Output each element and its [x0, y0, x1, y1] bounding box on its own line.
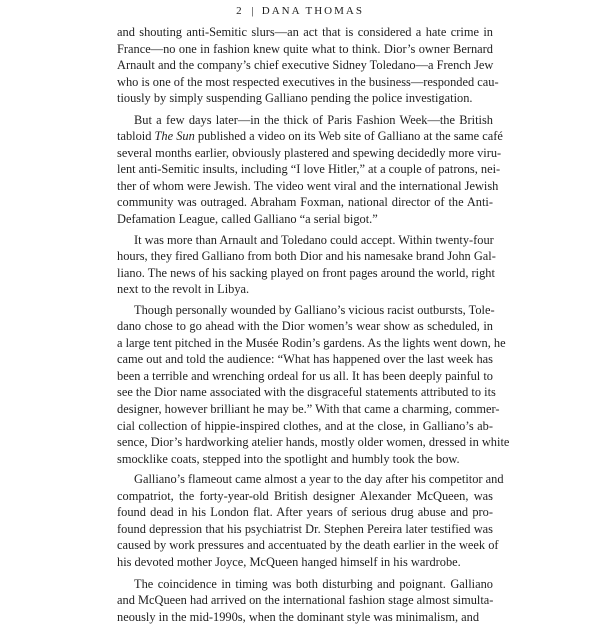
- text-line: next to the revolt in Libya.: [117, 281, 493, 298]
- text-line: Arnault and the company’s chief executive Sidney Toledano—a French Jew: [117, 57, 493, 74]
- paragraph: [117, 471, 493, 570]
- running-head: [0, 5, 600, 17]
- text-line: hours, they fired Galliano from both Dior and his namesake brand John Gal-: [117, 248, 493, 265]
- text-line: The coincidence in timing was both disturbing and poignant. Galliano: [117, 576, 493, 593]
- author-name: DANA THOMAS: [262, 5, 364, 17]
- text-line: caused by work pressures and accentuated by the death earlier in the week of: [117, 537, 493, 554]
- body-text: [117, 24, 493, 625]
- paragraph: [117, 112, 493, 228]
- paragraph: [117, 232, 493, 298]
- text-line: compatriot, the forty-year-old British designer Alexander McQueen, was: [117, 488, 493, 505]
- text-line: tabloid The Sun published a video on its Web site of Galliano at the same café: [117, 128, 493, 145]
- text-line: smocklike coats, stepped into the spotlight and humbly took the bow.: [117, 451, 493, 468]
- text-line: see the Dior name associated with the disgraceful statements attributed to its: [117, 384, 493, 401]
- text-line: dano chose to go ahead with the Dior women’s wear show as scheduled, in: [117, 318, 493, 335]
- text-line: Defamation League, called Galliano “a serial bigot.”: [117, 211, 493, 228]
- text-line: came out and told the audience: “What has happened over the last week has: [117, 351, 493, 368]
- paragraph: [117, 24, 493, 107]
- text-line: cial collection of hippie-inspired clothes, and at the close, in Galliano’s ab-: [117, 418, 493, 435]
- text-line: a large tent pitched in the Musée Rodin’s gardens. As the lights went down, he: [117, 335, 493, 352]
- text-line: designer, however brilliant he may be.” With that came a charming, commer-: [117, 401, 493, 418]
- text-line: found dead in his London flat. After years of serious drug abuse and pro-: [117, 504, 493, 521]
- text-line: been a terrible and wrenching ordeal for us all. It has been deeply painful to: [117, 368, 493, 385]
- text-line: his devoted mother Joyce, McQueen hanged himself in his wardrobe.: [117, 554, 493, 571]
- text-line: found depression that his psychiatrist Dr. Stephen Pereira later testified was: [117, 521, 493, 538]
- text-line: neously in the mid-1990s, when the dominant style was minimalism, and: [117, 609, 493, 625]
- text-line: liano. The news of his sacking played on front pages around the world, right: [117, 265, 493, 282]
- text-line: who is one of the most respected executives in the business—responded cau-: [117, 74, 493, 91]
- text-line: several months earlier, obviously plastered and spewing decidedly more viru-: [117, 145, 493, 162]
- text-line: and McQueen had arrived on the international fashion stage almost simulta-: [117, 592, 493, 609]
- paragraph: [117, 302, 493, 467]
- text-line: Galliano’s flameout came almost a year to the day after his competitor and: [117, 471, 493, 488]
- page-number: 2: [236, 5, 244, 17]
- text-line: It was more than Arnault and Toledano could accept. Within twenty-four: [117, 232, 493, 249]
- paragraph: [117, 576, 493, 625]
- text-line: ther of whom were Jewish. The video went viral and the international Jewish: [117, 178, 493, 195]
- text-line: lent anti-Semitic insults, including “I love Hitler,” at a couple of patrons, nei-: [117, 161, 493, 178]
- text-line: community was outraged. Abraham Foxman, national director of the Anti-: [117, 194, 493, 211]
- text-line: But a few days later—in the thick of Paris Fashion Week—the British: [117, 112, 493, 129]
- text-line: Though personally wounded by Galliano’s vicious racist outbursts, Tole-: [117, 302, 493, 319]
- text-line: and shouting anti-Semitic slurs—an act that is considered a hate crime in: [117, 24, 493, 41]
- header-separator: |: [252, 5, 254, 17]
- text-line: sence, Dior’s hardworking atelier hands, mostly older women, dressed in white: [117, 434, 493, 451]
- publication-title: The Sun: [155, 129, 195, 143]
- text-line: France—no one in fashion knew quite what to think. Dior’s owner Bernard: [117, 41, 493, 58]
- text-line: tiously by simply suspending Galliano pending the police investigation.: [117, 90, 493, 107]
